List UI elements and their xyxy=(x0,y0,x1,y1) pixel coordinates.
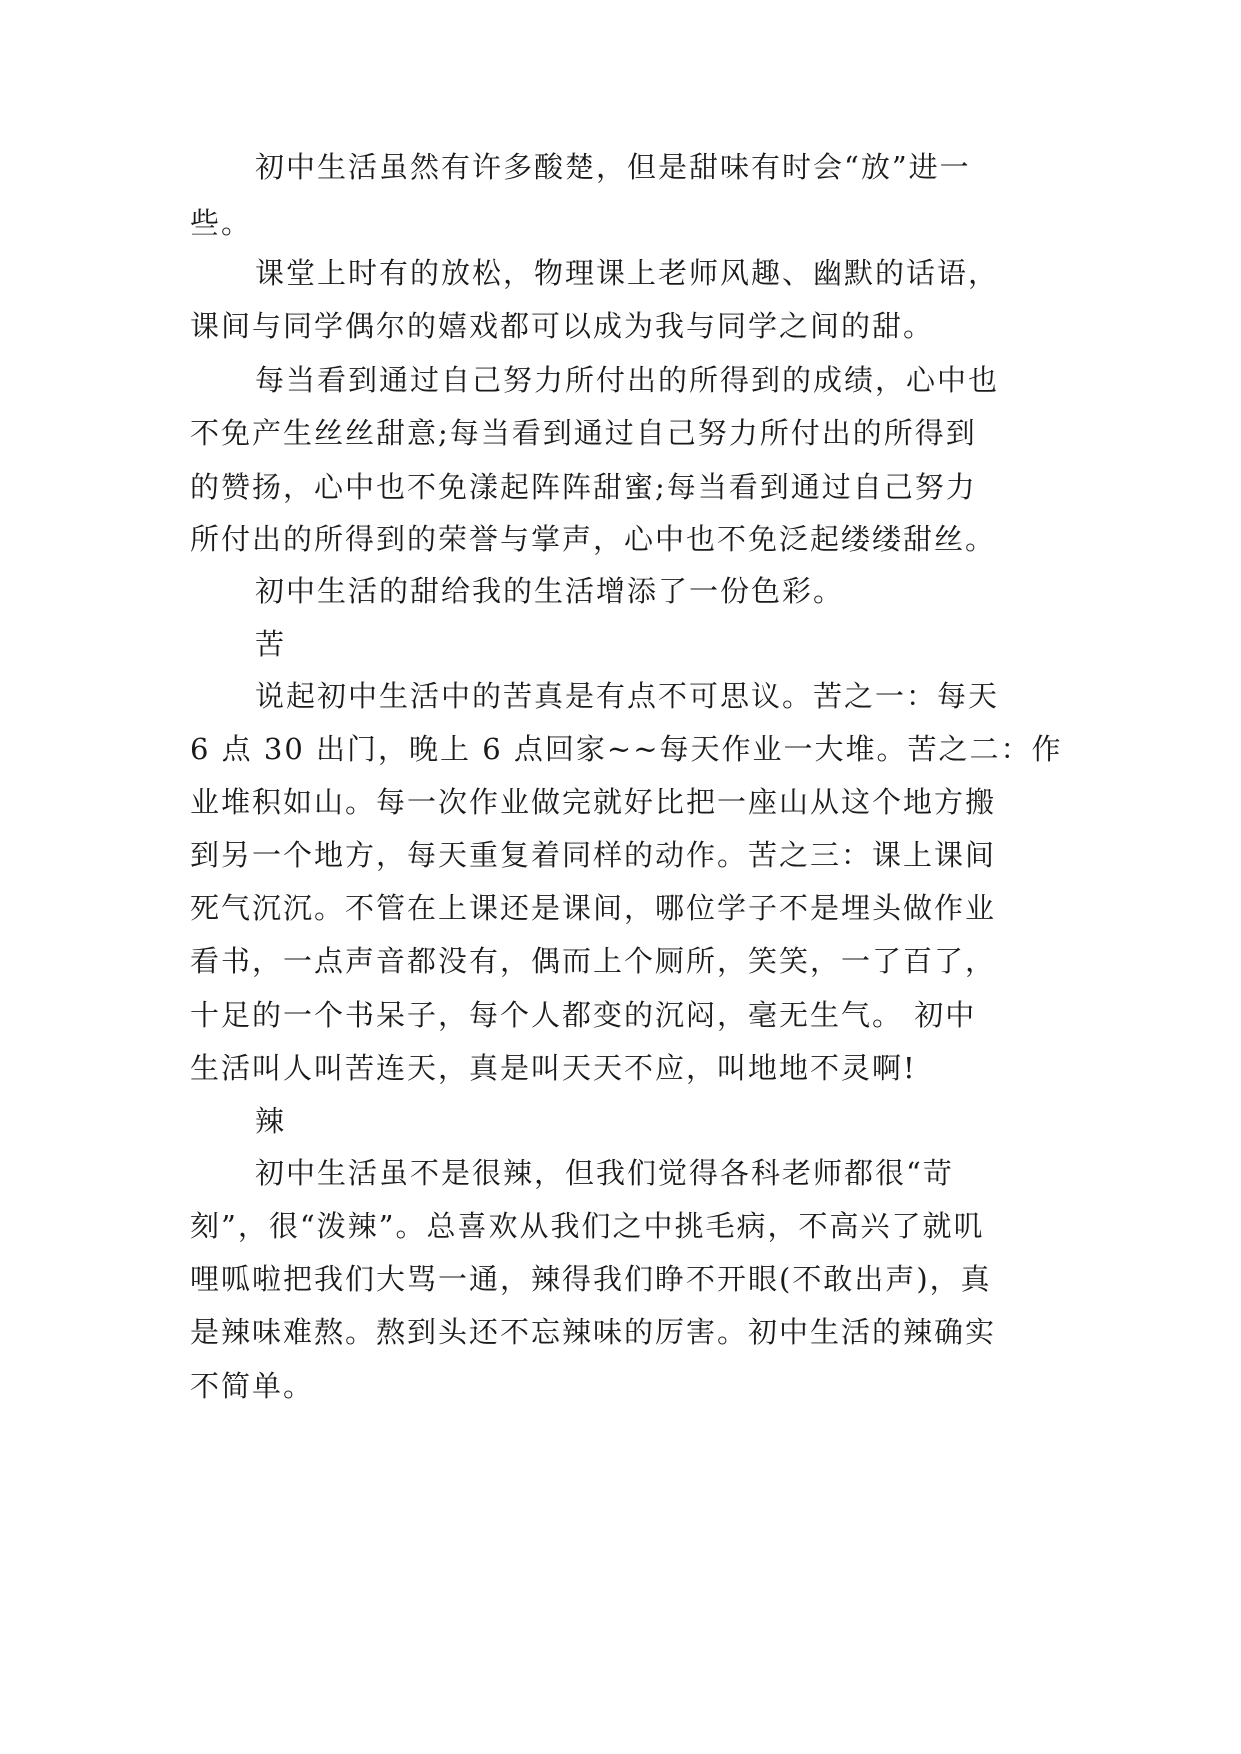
paragraph-line: 生活叫人叫苦连天，真是叫天天不应，叫地地不灵啊! xyxy=(190,1051,917,1085)
paragraph-line: 课堂上时有的放松，物理课上老师风趣、幽默的话语， xyxy=(255,256,1000,290)
paragraph-line: 死气沉沉。不管在上课还是课间，哪位学子不是埋头做作业 xyxy=(190,891,997,925)
paragraph-line: 业堆积如山。每一次作业做完就好比把一座山从这个地方搬 xyxy=(190,785,997,819)
paragraph-line: 6 点 30 出门，晚上 6 点回家~~每天作业一大堆。苦之二：作 xyxy=(190,732,1063,766)
paragraph-line: 不简单。 xyxy=(190,1369,315,1403)
paragraph-line: 哩呱啦把我们大骂一通，辣得我们睁不开眼(不敢出声)，真 xyxy=(190,1262,992,1296)
paragraph-line: 刻”，很“泼辣”。总喜欢从我们之中挑毛病，不高兴了就叽 xyxy=(190,1209,985,1243)
paragraph-line: 十足的一个书呆子，每个人都变的沉闷，毫无生气。 初中 xyxy=(190,998,977,1032)
section-heading: 辣 xyxy=(255,1104,287,1138)
paragraph-line: 是辣味难熬。熬到头还不忘辣味的厉害。初中生活的辣确实 xyxy=(190,1315,997,1349)
paragraph-line: 每当看到通过自己努力所付出的所得到的成绩，心中也 xyxy=(255,363,1000,397)
paragraph-line: 说起初中生活中的苦真是有点不可思议。苦之一：每天 xyxy=(255,679,1000,713)
paragraph-line: 到另一个地方，每天重复着同样的动作。苦之三：课上课间 xyxy=(190,838,997,872)
paragraph-line: 所付出的所得到的荣誉与掌声，心中也不免泛起缕缕甜丝。 xyxy=(190,522,997,556)
paragraph-line: 课间与同学偶尔的嬉戏都可以成为我与同学之间的甜。 xyxy=(190,309,935,343)
paragraph-line: 初中生活虽不是很辣，但我们觉得各科老师都很“苛 xyxy=(255,1156,954,1190)
paragraph-line: 初中生活的甜给我的生活增添了一份色彩。 xyxy=(255,574,845,608)
paragraph-line: 些。 xyxy=(190,206,253,240)
paragraph-line: 看书，一点声音都没有，偶而上个厕所，笑笑，一了百了， xyxy=(190,944,997,978)
paragraph-line: 的赞扬，心中也不免漾起阵阵甜蜜;每当看到通过自己努力 xyxy=(190,470,977,504)
paragraph-line: 不免产生丝丝甜意;每当看到通过自己努力所付出的所得到 xyxy=(190,416,977,450)
paragraph-line: 初中生活虽然有许多酸楚，但是甜味有时会“放”进一 xyxy=(255,150,971,184)
section-heading: 苦 xyxy=(255,627,287,661)
